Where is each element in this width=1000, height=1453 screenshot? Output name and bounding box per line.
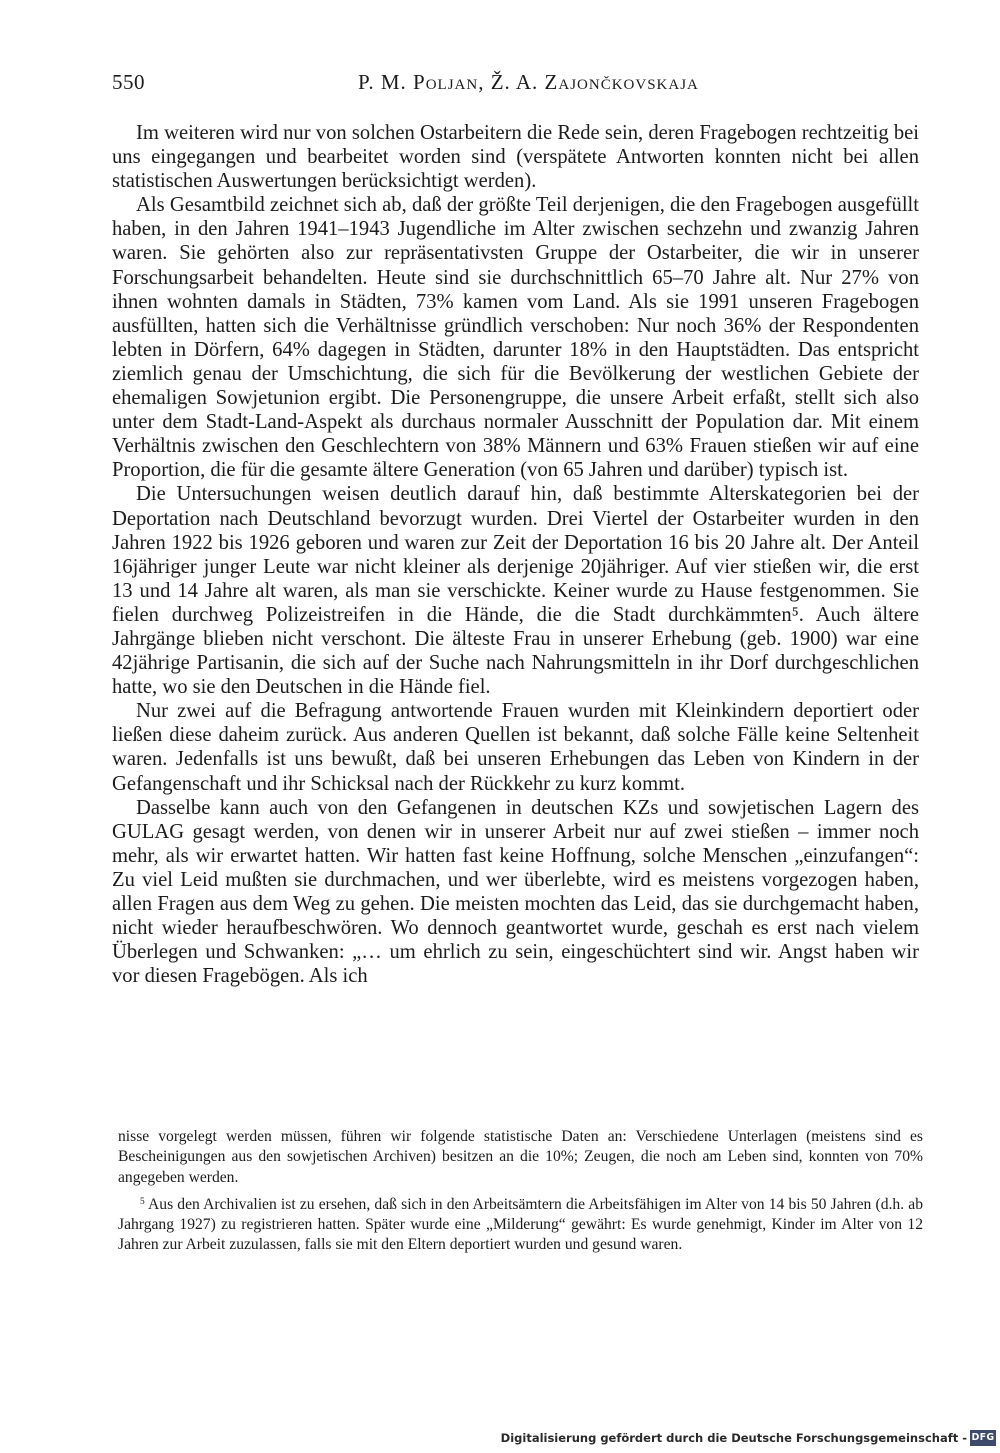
body-text bbox=[112, 121, 919, 988]
page-header bbox=[112, 70, 919, 102]
footnote-5-text: Aus den Archivalien ist zu ersehen, daß sich in den Arbeitsämtern die Arbeitsfähigen im Alter von 14 bis 50 Jahren (d.h. ab Jahrgang 1927) zu registrieren hatten. Später wurde eine „Milderung“ gewährt: Es wurde genehmigt, Kinder im Alter von 12 Jahren zur Arbeit zuzulassen, falls sie mit den Eltern deportiert wurden und gesund waren. bbox=[118, 1195, 923, 1254]
paragraph-4: Nur zwei auf die Befragung antwortende Frauen wurden mit Kleinkindern deportiert oder ließen diese daheim zurück. Aus anderen Quellen ist bekannt, daß solche Fälle keine Seltenheit waren. Jedenfalls ist uns bewußt, daß bei unseren Erhebungen das Leben von Kindern in der Gefangenschaft und ihr Schicksal nach der Rückkehr zu kurz kommt. bbox=[112, 700, 919, 795]
running-head: P. M. Poljan, Ž. A. Zajončkovskaja bbox=[358, 70, 699, 94]
paragraph-5: Dasselbe kann auch von den Gefangenen in deutschen KZs und sowjetischen Lagern des GULAG gesagt werden, von denen wir in unserer Arbeit nur auf zwei stießen – immer noch mehr, als wir erwartet hatten. Wir hatten fast keine Hoffnung, solche Menschen „einzufangen“: Zu viel Leid mußten sie durchmachen, und wer überlebte, wird es meistens vorgezogen haben, allen Fragen aus dem Weg zu gehen. Die meisten mochten das Leid, das sie durchgemacht haben, nicht wieder heraufbeschwören. Wo dennoch geantwortet wurde, geschah es erst nach vielem Überlegen und Schwanken: „… um ehrlich zu sein, eingeschüchtert sind wir. Angst haben wir vor diesen Fragebögen. Als ich bbox=[112, 796, 919, 988]
page-number: 550 bbox=[112, 70, 145, 94]
footnotes bbox=[118, 1127, 923, 1256]
footnote-5 bbox=[118, 1195, 923, 1256]
dfg-logo-icon: DFG bbox=[970, 1430, 996, 1446]
paragraph-3: Die Untersuchungen weisen deutlich darauf hin, daß bestimmte Alterskategorien bei der Deportation nach Deutschland bevorzugt wurden. Drei Viertel der Ostarbeiter wurden in den Jahren 1922 bis 1926 geboren und waren zur Zeit der Deportation 16 bis 20 Jahre alt. Der Anteil 16jähriger junger Leute war nicht kleiner als derjenige 20jähriger. Auf vier stießen wir, die erst 13 und 14 Jahre alt waren, als man sie verschickte. Keiner wurde zu Hause festgenommen. Sie fielen durchweg Polizeistreifen in die Hände, die die Stadt durchkämmten⁵. Auch ältere Jahrgänge blieben nicht verschont. Die älteste Frau in unserer Erhebung (geb. 1900) war eine 42jährige Partisanin, die sich auf der Suche nach Nahrungsmitteln in ihr Dorf durchgeschlichen hatte, wo sie den Deutschen in die Hände fiel. bbox=[112, 483, 919, 699]
paragraph-2: Als Gesamtbild zeichnet sich ab, daß der größte Teil derjenigen, die den Fragebogen ausgefüllt haben, in den Jahren 1941–1943 Jugendliche im Alter zwischen sechzehn und zwanzig Jahren waren. Sie gehörten also zur repräsentativsten Gruppe der Ostarbeiter, die wir in unserer Forschungsarbeit behandelten. Heute sind sie durchschnittlich 65–70 Jahre alt. Nur 27% von ihnen wohnten damals in Städten, 73% kamen vom Land. Als sie 1991 unseren Fragebogen ausfüllten, hatten sich die Verhältnisse gründlich verschoben: Nur noch 36% der Respondenten lebten in Dörfern, 64% dagegen in Städten, darunter 18% in den Hauptstädten. Das entspricht ziemlich genau der Umschichtung, die sich für die Bevölkerung der westlichen Gebiete der ehemaligen Sowjetunion ergibt. Die Personengruppe, die unsere Arbeit erfaßt, stellt sich also unter dem Stadt-Land-Aspekt als durchaus normaler Ausschnitt der Population dar. Mit einem Verhältnis zwischen den Geschlechtern von 38% Männern und 63% Frauen stießen wir auf eine Proportion, die für die gesamte ältere Generation (von 65 Jahren und darüber) typisch ist. bbox=[112, 194, 919, 482]
footnote-continued: nisse vorgelegt werden müssen, führen wir folgende statistische Daten an: Verschiedene Unterlagen (meistens sind es Bescheinigungen aus den sowjetischen Archiven) besitzen an die 10%; Zeugen, die noch am Leben sind, konnten von 70% angegeben werden. bbox=[118, 1128, 923, 1186]
footnote-5-marker: 5 bbox=[140, 1196, 145, 1207]
digitization-credit-text: Digitalisierung gefördert durch die Deutsche Forschungsgemeinschaft - bbox=[500, 1431, 967, 1445]
paragraph-1: Im weiteren wird nur von solchen Ostarbeitern die Rede sein, deren Fragebogen rechtzeitig bei uns eingegangen und bearbeitet worden sind (verspätete Antworten konnten nicht bei allen statistischen Auswertungen berücksichtigt werden). bbox=[112, 122, 919, 193]
digitization-credit bbox=[501, 1428, 996, 1448]
